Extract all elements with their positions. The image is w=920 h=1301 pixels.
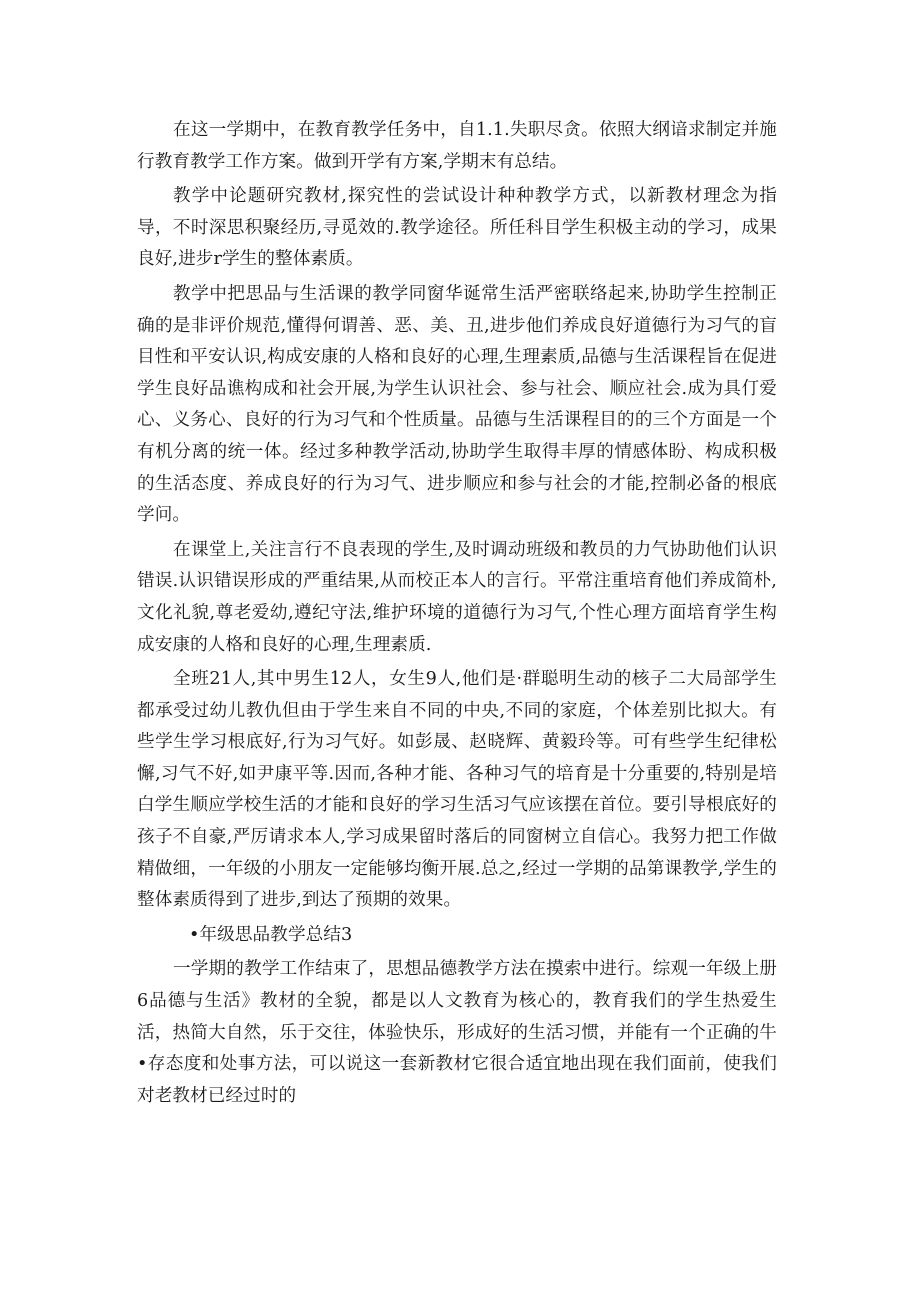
paragraph-3: 教学中把思品与生活课的教学同窗华诞常生活严密联络起来,协助学生控制正确的是非评价规范,懂得何谓善、恶、美、丑,进步他们养成良好道德行为习气的盲目性和平安认识,构成安康的人格和良好的心理,生理素质,品德与生活课程旨在促进学生良好品谯构成和社会开展,为学生认识社会、参与社会、顺应社会.成为具仃爱心、义务心、良好的行为习气和个性质量。品德与生活课程目的的三个方面是一个有机分离的统一体。经过多种教学活动,协助学生取得丰厚的情感体盼、构成积极的生活态度、养成良好的行为习气、进步顺应和参与社会的才能,控制必备的根底学问。 (137, 283, 777, 526)
paragraph-4: 在课堂上,关注言行不良表现的学生,及时调动班级和教员的力气协助他们认识错误.认识错误形成的严重结果,从而校正本人的言行。平常注重培育他们养成简朴,文化礼貌,尊老爱幼,遵纪守法,维护环境的道德行为习气,个性心理方面培育学生构成安康的人格和良好的心理,生理素质. (137, 539, 777, 655)
section-heading: •年级思品教学总结3 (189, 924, 353, 945)
paragraph-2: 教学中论题研究教材,探究性的尝试设计种种教学方式，以新教材理念为指导，不时深思积聚经历,寻觅效的.教学途径。所任科目学生积极主动的学习，成果良好,进步r学生的整体素质。 (137, 186, 777, 270)
paragraph-1: 在这一学期中，在教育教学任务中，自1.1.失职尽贪。依照大纲谙求制定并施行教育教学工作方案。做到开学有方案,学期末有总结。 (137, 120, 777, 172)
paragraph-5: 全班21人,其中男生12人，女生9人,他们是·群聪明生动的核子二大局部学生都承受过幼儿教仇但由于学生来自不同的中央,不同的家庭，个体差别比拟大。有些学生学习根底好,行为习气好。如彭晟、赵晓辉、黄毅玲等。可有些学生纪律松懈,习气不好,如尹康平等.因而,各种才能、各种习气的培育是十分重要的,特别是培白学生顺应学校生活的才能和良好的学习生活习气应该摆在首位。要引导根底好的孩子不自豪,严厉请求本人,学习成果留时落后的同窗树立自信心。我努力把工作做精做细，一年级的小朋友一定能够均衡开展.总之,经过一学期的品第课教学,学生的整体素质得到了进步,到达了预期的效果。 (137, 669, 777, 911)
document-body (137, 115, 777, 1115)
paragraph-6: 一学期的教学工作结束了，思想品德教学方法在摸索中进行。综观一年级上册6品德与生活》教材的全貌，都是以人文教育为核心的，教育我们的学生热爱生活，热简大自然，乐于交往，体验快乐，形成好的生活习惯，并能有一个正确的牛•存态度和处事方法，可以说这一套新教材它很合适宜地出现在我们面前，使我们对老教材已经过时的 (137, 959, 777, 1106)
